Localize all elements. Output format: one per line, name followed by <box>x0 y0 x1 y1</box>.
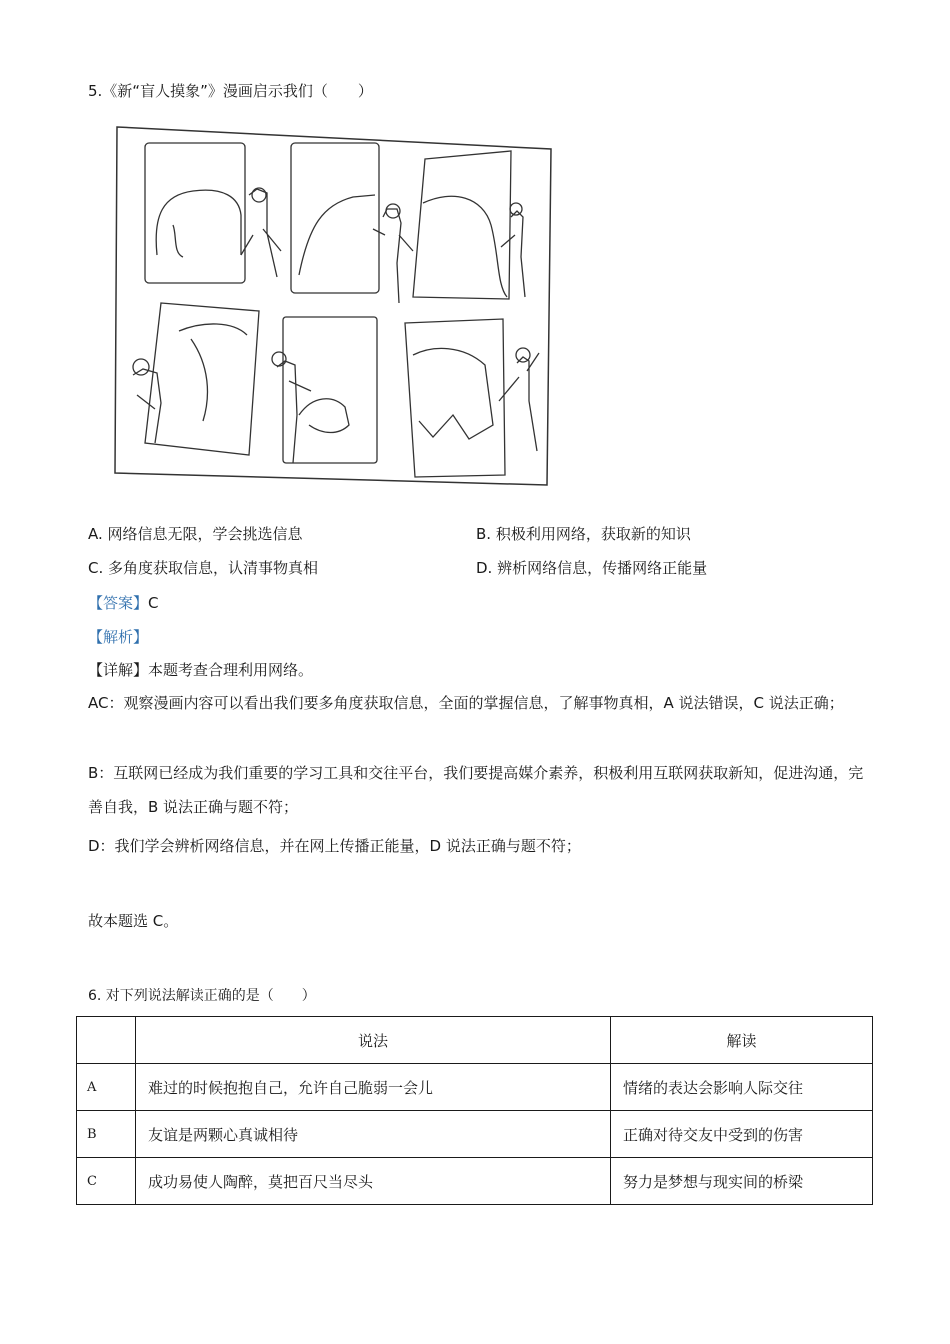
row-label: C <box>77 1158 136 1205</box>
question-5-title: 5.《新“盲人摸象”》漫画启示我们（ ） <box>88 82 373 100</box>
row-saying: 成功易使人陶醉，莫把百尺当尽头 <box>136 1158 611 1205</box>
row-saying: 友谊是两颗心真诚相待 <box>136 1111 611 1158</box>
header-blank <box>77 1017 136 1064</box>
blind-men-elephant-cartoon <box>113 125 553 487</box>
answer-value: C <box>148 594 159 612</box>
analysis-d: D：我们学会辨析网络信息，并在网上传播正能量，D 说法正确与题不符； <box>88 837 581 855</box>
row-reading: 情绪的表达会影响人际交往 <box>611 1064 873 1111</box>
q5-option-b: B. 积极利用网络，获取新的知识 <box>476 525 691 543</box>
table-row <box>77 1064 873 1111</box>
row-reading: 努力是梦想与现实间的桥梁 <box>611 1158 873 1205</box>
header-saying: 说法 <box>136 1017 611 1064</box>
row-reading: 正确对待交友中受到的伤害 <box>611 1111 873 1158</box>
row-label: B <box>77 1111 136 1158</box>
table-row <box>77 1158 873 1205</box>
question-6-title: 6. 对下列说法解读正确的是（ ） <box>88 988 316 1004</box>
row-saying: 难过的时候抱抱自己，允许自己脆弱一会儿 <box>136 1064 611 1111</box>
row-label: A <box>77 1064 136 1111</box>
q5-option-a: A. 网络信息无限，学会挑选信息 <box>88 525 303 543</box>
table-row <box>77 1111 873 1158</box>
q6-table <box>76 1016 873 1205</box>
table-header-row <box>77 1017 873 1064</box>
detail-line: 【详解】本题考查合理利用网络。 <box>88 661 314 679</box>
header-reading: 解读 <box>611 1017 873 1064</box>
analysis-tag: 【解析】 <box>88 628 149 646</box>
answer-tag: 【答案】 <box>88 594 149 612</box>
q5-option-c: C. 多角度获取信息，认清事物真相 <box>88 559 319 577</box>
conclusion: 故本题选 C。 <box>88 912 179 930</box>
analysis-b: B：互联网已经成为我们重要的学习工具和交往平台，我们要提高媒介素养，积极利用互联网获取新知，促进沟通，完善自我，B 说法正确与题不符； <box>88 764 864 816</box>
q5-option-d: D. 辨析网络信息，传播网络正能量 <box>476 559 708 577</box>
analysis-ac: AC：观察漫画内容可以看出我们要多角度获取信息，全面的掌握信息，了解事物真相，A 说法错误，C 说法正确； <box>88 694 844 712</box>
q5-answer-line <box>88 592 159 613</box>
